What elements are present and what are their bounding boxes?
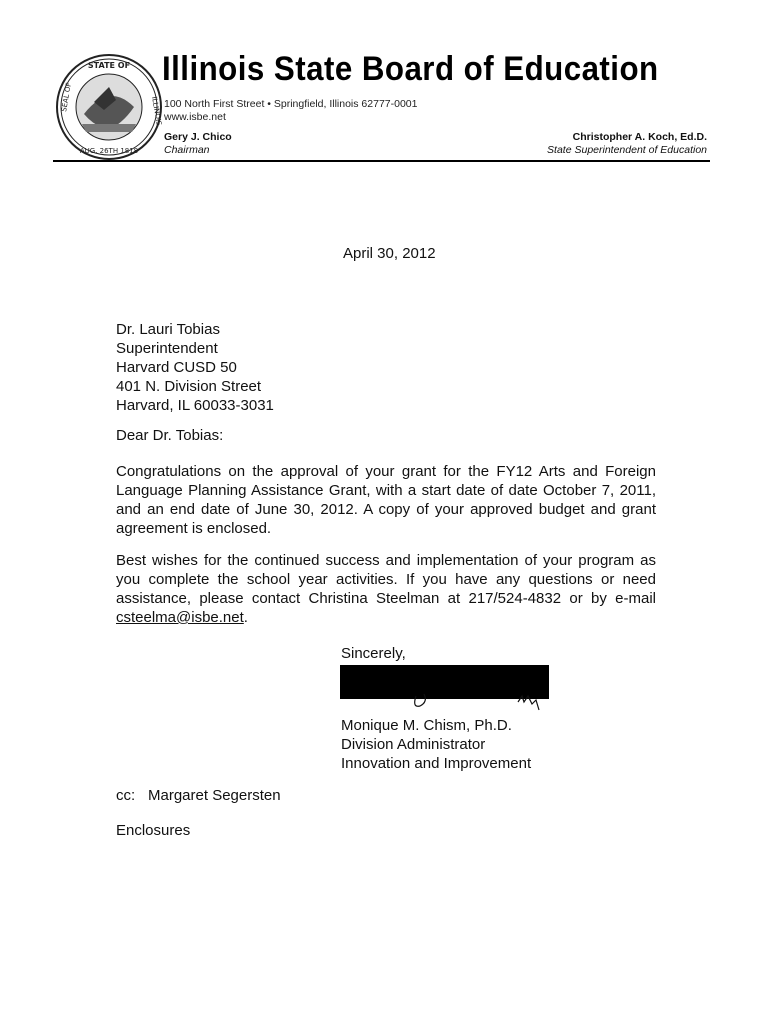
paragraph-end: . (243, 609, 248, 626)
superintendent-title: State Superintendent of Education (547, 144, 707, 156)
letter-date: April 30, 2012 (343, 245, 436, 262)
recipient-line: Harvard, IL 60033-3031 (116, 397, 274, 414)
chairman-name: Gery J. Chico (164, 131, 232, 143)
signer-line: Monique M. Chism, Ph.D. (341, 717, 512, 734)
svg-text:STATE OF: STATE OF (87, 61, 131, 70)
signer-line: Innovation and Improvement (341, 755, 532, 772)
email-link[interactable]: csteelma@isbe.net (116, 609, 244, 626)
signer-block (341, 716, 531, 773)
svg-text:SEAL OF: SEAL OF (60, 82, 74, 113)
chairman-title: Chairman (164, 144, 210, 156)
cc-line (116, 787, 281, 804)
recipient-line: Harvard CUSD 50 (116, 359, 237, 376)
signer-line: Division Administrator (341, 736, 486, 753)
superintendent-name: Christopher A. Koch, Ed.D. (572, 131, 707, 143)
letterhead-divider (53, 160, 710, 162)
recipient-line: Superintendent (116, 340, 218, 357)
recipient-block (116, 320, 274, 415)
salutation: Dear Dr. Tobias: (116, 427, 224, 444)
recipient-line: 401 N. Division Street (116, 378, 262, 395)
cc-label: cc: (116, 787, 136, 804)
closing: Sincerely, (341, 645, 406, 662)
signature-scribble (340, 690, 555, 716)
paragraph-text: Best wishes for the continued success and implementation of your program as you complete the school year activities. If you have any questions or need assistance, please contact Christina Steelman at 217/524-4832 or by e-mail (116, 552, 656, 607)
org-title: Illinois State Board of Education (162, 50, 659, 88)
svg-text:AUG. 26TH 1818: AUG. 26TH 1818 (79, 147, 139, 155)
body-paragraph-2 (116, 551, 656, 627)
recipient-line: Dr. Lauri Tobias (116, 321, 220, 338)
body-paragraph-1: Congratulations on the approval of your grant for the FY12 Arts and Foreign Language Planning Assistance Grant, with a start date of date October 7, 2011, and an end date of June 30, 2012. A copy of your approved budget and grant agreement is enclosed. (116, 463, 656, 537)
address-line: 100 North First Street • Springfield, Illinois 62777-0001 (164, 98, 418, 110)
website-link[interactable]: www.isbe.net (164, 111, 226, 123)
svg-text:ILLINOIS: ILLINOIS (150, 95, 163, 127)
enclosures-note: Enclosures (116, 822, 191, 839)
state-seal (54, 52, 164, 162)
cc-name: Margaret Segersten (148, 787, 281, 804)
